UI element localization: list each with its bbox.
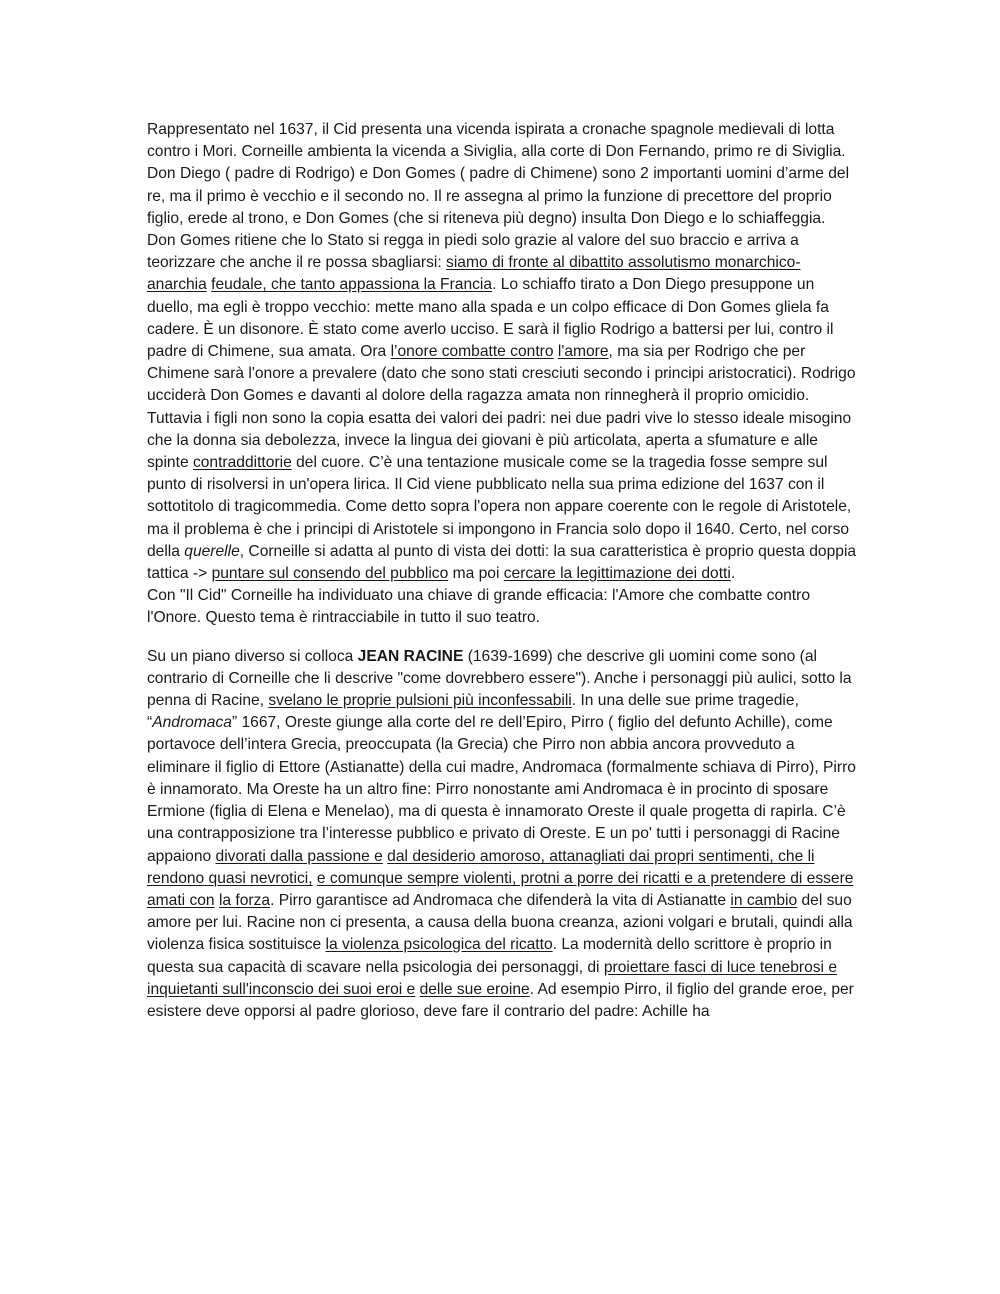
- paragraph-spacer: [147, 630, 857, 646]
- underlined-text: contraddittorie: [192, 454, 292, 472]
- text-run: ma poi: [448, 565, 504, 583]
- underlined-text: l’onore combatte contro: [390, 343, 554, 361]
- underlined-text: la violenza psicologica del ricatto: [325, 936, 553, 954]
- underlined-text: svelano le proprie pulsioni più inconfessabili: [268, 692, 572, 710]
- text-run: Su un piano diverso si colloca: [147, 647, 358, 665]
- text-run: .: [730, 565, 736, 583]
- text-run: (1639-1699) che descrive gli uomini come sono (al contrario di Corneille che li descrive "come dovrebbero essere"). Anche i personaggi più aulici, sotto la penna di Racine,: [147, 647, 852, 710]
- underlined-text: dal desiderio amoroso, attanagliati dai propri sentimenti, che li rendono quasi nevrotici,: [147, 847, 815, 887]
- underlined-text: puntare sul consendo del pubblico: [211, 565, 449, 583]
- italic-text: querelle: [184, 542, 240, 560]
- text-run: , Corneille si adatta al punto di vista dei dotti: la sua caratteristica è proprio questa doppia tattica ->: [147, 542, 857, 583]
- text-run: . In una delle sue prime tragedie, “: [147, 692, 799, 732]
- text-run: . Lo schiaffo tirato a Don Diego presuppone un duello, ma egli è troppo vecchio: mette mano alla spada e un colpo efficace di Don Gomes gliela fa cadere. È un disonore. È stato come averlo ucciso. E sarà il figlio Rodrigo a battersi per lui, contro il padre di Chimene, sua amata. Ora: [147, 276, 834, 361]
- text-run: . Pirro garantisce ad Andromaca che difenderà la vita di Astianatte: [270, 891, 731, 909]
- underlined-text: la forza: [218, 891, 271, 909]
- text-run: Rappresentato nel 1637, il Cid presenta una vicenda ispirata a cronache spagnole medievali di lotta contro i Mori. Corneille ambienta la vicenda a Siviglia, alla corte di Don Fernando, primo re di Siviglia. Don Diego ( padre di Rodrigo) e Don Gomes ( padre di Chimene) sono 2 importanti uomini d’arme del re, ma il primo è vecchio e il secondo no. Il re assegna al primo la funzione di precettore del proprio figlio, erede al trono, e Don Gomes (che si riteneva più degno) insulta Don Diego e lo schiaffeggia. Don Gomes ritiene che lo Stato si regga in piedi solo grazie al valore del suo braccio e arriva a teorizzare che anche il re possa sbagliarsi:: [147, 121, 850, 272]
- paragraph-il-cid: [147, 119, 857, 585]
- text-run: del suo amore per lui. Racine non ci presenta, a causa della buona creanza, azioni volgari e brutali, quindi alla violenza fisica sostituisce: [147, 891, 853, 954]
- text-run: Con "Il Cid" Corneille ha individuato una chiave di grande efficacia: l'Amore che combatte contro l'Onore. Questo tema è rintracciabile in tutto il suo teatro.: [147, 587, 811, 627]
- text-run: . La modernità dello scrittore è proprio in questa sua capacità di scavare nella psicologia dei personaggi, di: [147, 936, 832, 976]
- text-run: . Ad esempio Pirro, il figlio del grande eroe, per esistere deve opporsi al padre glorioso, deve fare il contrario del padre: Achille ha: [147, 980, 854, 1020]
- underlined-text: delle sue eroine: [419, 980, 530, 998]
- italic-text: Andromaca: [152, 714, 232, 732]
- underlined-text: feudale, che tanto appassiona la Francia: [211, 276, 493, 294]
- underlined-text: siamo di fronte al dibattito assolutismo monarchico-anarchia: [147, 254, 801, 294]
- bold-text: JEAN RACINE: [357, 647, 464, 665]
- text-run: del cuore. C’è una tentazione musicale come se la tragedia fosse sempre sul punto di risolversi in un'opera lirica. Il Cid viene pubblicato nella sua prima edizione del 1637 con il sottotitolo di tragicommedia. Come detto sopra l'opera non appare coerente con le regole di Aristotele, ma il problema è che i principi di Aristotele si impongono in Francia solo dopo il 1640. Certo, nel corso della: [147, 454, 852, 560]
- underlined-text: e comunque sempre violenti, protni a porre dei ricatti e a pretendere di essere amati con: [147, 869, 854, 909]
- underlined-text: divorati dalla passione e: [215, 847, 383, 865]
- paragraph-amore-onore: [147, 585, 857, 629]
- underlined-text: proiettare fasci di luce tenebrosi e inquietanti sull'inconscio dei suoi eroi e: [147, 958, 838, 998]
- underlined-text: cercare la legittimazione dei dotti: [503, 565, 731, 583]
- underlined-text: l'amore: [557, 343, 609, 361]
- document-body: [147, 119, 857, 1023]
- underlined-text: in cambio: [730, 891, 798, 909]
- text-run: ” 1667, Oreste giunge alla corte del re dell’Epiro, Pirro ( figlio del defunto Achille), come portavoce dell’intera Grecia, preoccupata (la Grecia) che Pirro non abbia ancora provveduto a eliminare il figlio di Ettore (Astianatte) della cui madre, Andromaca (formalmente schiava di Pirro), Pirro è innamorato. Ma Oreste ha un altro fine: Pirro nonostante ami Andromaca è in procinto di sposare Ermione (figlia di Elena e Menelao), ma di questa è innamorato Oreste il quale progetta di rapirla. C’è una contrapposizione tra l’interesse pubblico e privato di Oreste. E un po' tutti i personaggi di Racine appaiono: [147, 714, 856, 865]
- paragraph-jean-racine: [147, 646, 857, 1023]
- text-run: , ma sia per Rodrigo che per Chimene sarà l'onore a prevalere (dato che sono stati cresciuti secondo i principi aristocratici). Rodrigo ucciderà Don Gomes e davanti al dolore della ragazza amata non rinnegherà il proprio omicidio. Tuttavia i figli non sono la copia esatta dei valori dei padri: nei due padri vive lo stesso ideale misogino che la donna sia debolezza, invece la lingua dei giovani è più articolata, aperta a sfumature e alle spinte: [147, 343, 856, 472]
